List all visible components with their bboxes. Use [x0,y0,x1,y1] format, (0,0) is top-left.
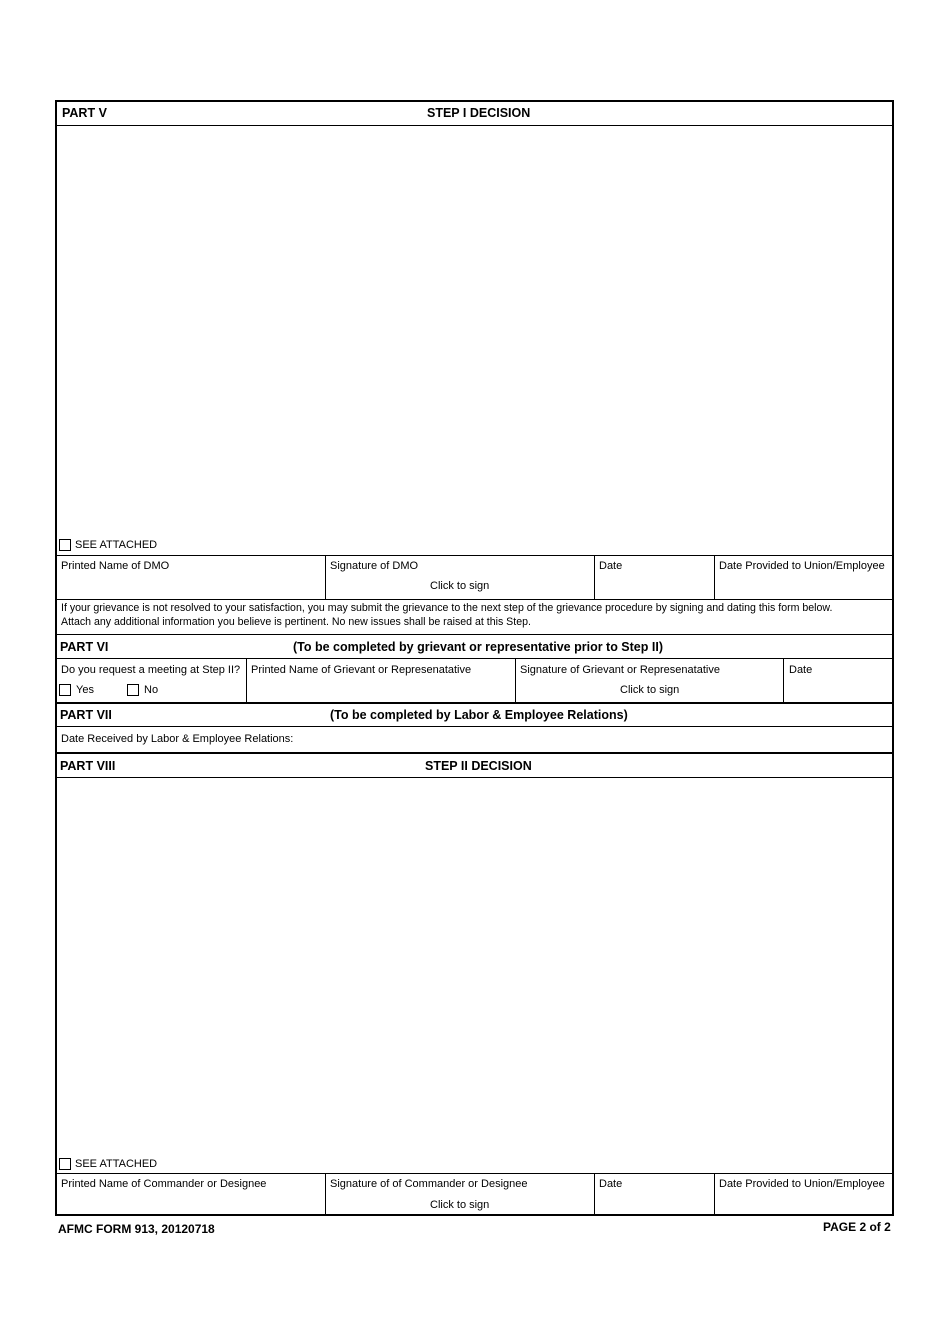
part-vii-title: (To be completed by Labor & Employee Relations) [330,708,628,722]
form-id: AFMC FORM 913, 20120718 [58,1222,215,1236]
part-viii-label: PART VIII [60,759,116,773]
printed-name-commander-label: Printed Name of Commander or Designee [61,1178,267,1190]
divider [57,634,892,635]
grievance-form [55,100,894,1216]
date-provided-label: Date Provided to Union/Employee [719,560,885,572]
divider [57,555,892,556]
part-vi-label: PART VI [60,640,109,654]
date-provided-field[interactable] [715,572,892,598]
printed-name-grievant-field[interactable] [247,676,514,702]
see-attached-label: SEE ATTACHED [75,1158,158,1170]
date-provided-field[interactable] [715,1190,892,1214]
printed-name-commander-field[interactable] [57,1190,324,1214]
part-vi-title: (To be completed by grievant or representative prior to Step II) [293,640,663,654]
date-label: Date [599,560,623,572]
meeting-no-label: No [144,684,159,696]
notice-text [61,601,832,629]
divider [57,726,892,727]
date-label: Date [599,1178,623,1190]
part-v-title: STEP I DECISION [427,106,531,120]
divider [57,1173,892,1174]
date-field[interactable] [595,572,713,598]
divider [515,658,516,702]
notice-line-2: Attach any additional information you believe is pertinent. No new issues shall be raised at this Step. [61,616,531,628]
divider [325,1173,326,1216]
signature-commander-label: Signature of of Commander or Designee [330,1178,528,1190]
divider [325,555,326,599]
grievant-sign-button[interactable]: Click to sign [620,684,680,696]
printed-name-dmo-label: Printed Name of DMO [61,560,170,572]
divider [57,702,892,704]
divider [57,658,892,659]
date-field[interactable] [595,1190,713,1214]
part-v-label: PART V [62,106,107,120]
see-attached-checkbox[interactable] [59,539,71,551]
notice-line-1: If your grievance is not resolved to your satisfaction, you may submit the grievance to the next step of the grievance procedure by signing and dating this form below. [61,602,833,614]
signature-grievant-label: Signature of Grievant or Represenatative [520,664,720,676]
meeting-question-label: Do you request a meeting at Step II? [61,664,241,676]
date-received-field[interactable] [297,728,892,750]
grievant-date-field[interactable] [784,676,892,702]
see-attached-label: SEE ATTACHED [75,539,158,551]
grievant-date-label: Date [789,664,813,676]
meeting-yes-label: Yes [76,684,94,696]
divider [57,599,892,600]
printed-name-dmo-field[interactable] [57,572,324,598]
page-number: PAGE 2 of 2 [823,1220,891,1234]
printed-name-grievant-label: Printed Name of Grievant or Represenatative [251,664,472,676]
date-received-label: Date Received by Labor & Employee Relations: [61,733,294,745]
see-attached-checkbox[interactable] [59,1158,71,1170]
dmo-sign-button[interactable]: Click to sign [430,580,490,592]
divider [57,752,892,754]
meeting-yes-checkbox[interactable] [59,684,71,696]
meeting-no-checkbox[interactable] [127,684,139,696]
step-ii-decision-field[interactable] [57,778,892,1153]
part-vii-label: PART VII [60,708,112,722]
commander-sign-button[interactable]: Click to sign [430,1199,490,1211]
step-i-decision-field[interactable] [57,126,892,534]
date-provided-label: Date Provided to Union/Employee [719,1178,885,1190]
part-viii-title: STEP II DECISION [425,759,532,773]
signature-dmo-label: Signature of DMO [330,560,419,572]
